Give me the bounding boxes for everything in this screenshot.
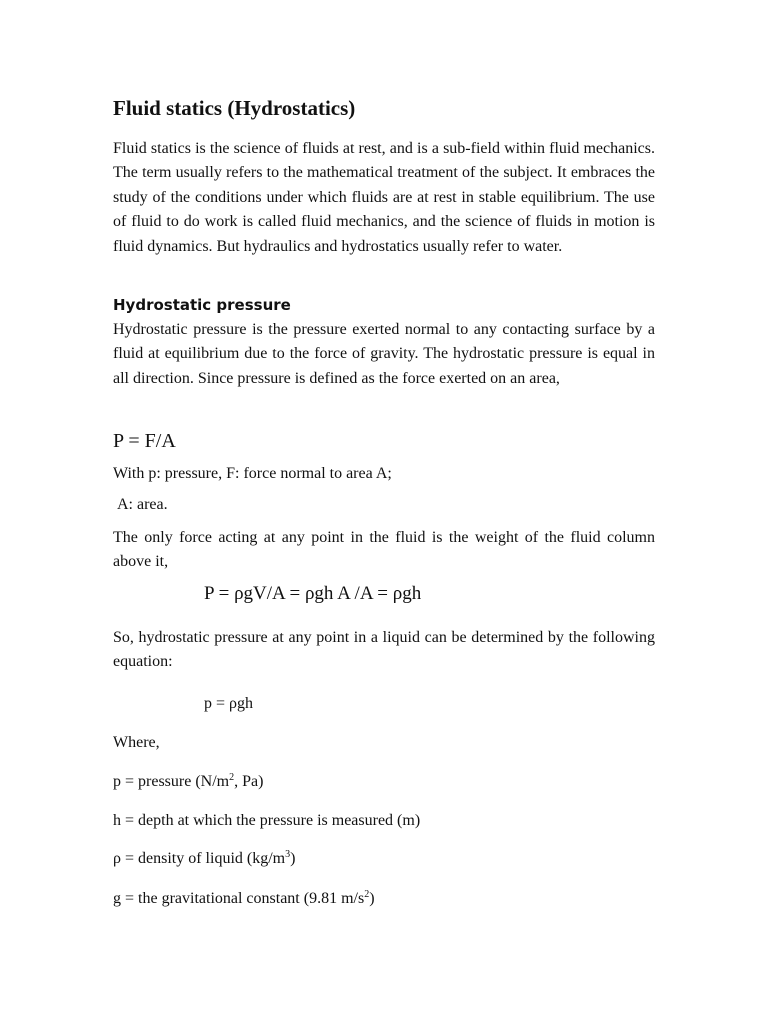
definition-depth: h = depth at which the pressure is measured (m)	[113, 812, 421, 829]
definition-gravity	[113, 888, 375, 910]
definition-pressure	[113, 771, 263, 793]
superscript-2: 2	[229, 772, 235, 783]
where-label: Where,	[113, 734, 160, 751]
section-paragraph: Hydrostatic pressure is the pressure exerted normal to any contacting surface by a fluid at equilibrium due to the force of gravity. The hydrostatic pressure is equal in all direction. Since pressure is defined as the force exerted on an area,	[113, 321, 655, 387]
definition-density	[113, 848, 295, 870]
formula-weight: P = ρgV/A = ρgh A /A = ρgh	[204, 583, 422, 604]
superscript-2: 2	[364, 889, 370, 900]
formula-force-area: P = F/A	[113, 430, 176, 452]
equation-intro-paragraph: So, hydrostatic pressure at any point in a liquid can be determined by the following equation:	[113, 629, 655, 671]
page-title: Fluid statics (Hydrostatics)	[113, 96, 356, 120]
definition-area-line: A: area.	[117, 496, 168, 513]
definition-gravity-unit-tail: )	[369, 890, 375, 907]
definition-density-text: ρ = density of liquid (kg/m	[113, 850, 286, 867]
superscript-3: 3	[285, 849, 291, 860]
definition-pressure-text: p = pressure (N/m	[113, 773, 230, 790]
force-paragraph: The only force acting at any point in the fluid is the weight of the fluid column above it,	[113, 529, 655, 571]
section-heading: Hydrostatic pressure	[113, 296, 291, 314]
definition-with-line: With p: pressure, F: force normal to area A;	[113, 465, 392, 482]
definition-pressure-unit-tail: , Pa)	[234, 773, 264, 790]
definition-gravity-text: g = the gravitational constant (9.81 m/s	[113, 890, 365, 907]
definition-density-unit-tail: )	[290, 850, 296, 867]
intro-paragraph: Fluid statics is the science of fluids at rest, and is a sub-field within fluid mechanics. The term usually refers to the mathematical treatment of the subject. It embraces the study of the conditions under which fluids are at rest in stable equilibrium. The use of fluid to do work is called fluid mechanics, and the science of fluids in motion is fluid dynamics. But hydraulics and hydrostatics usually refer to water.	[113, 140, 655, 255]
formula-hydrostatic: p = ρgh	[204, 695, 254, 712]
